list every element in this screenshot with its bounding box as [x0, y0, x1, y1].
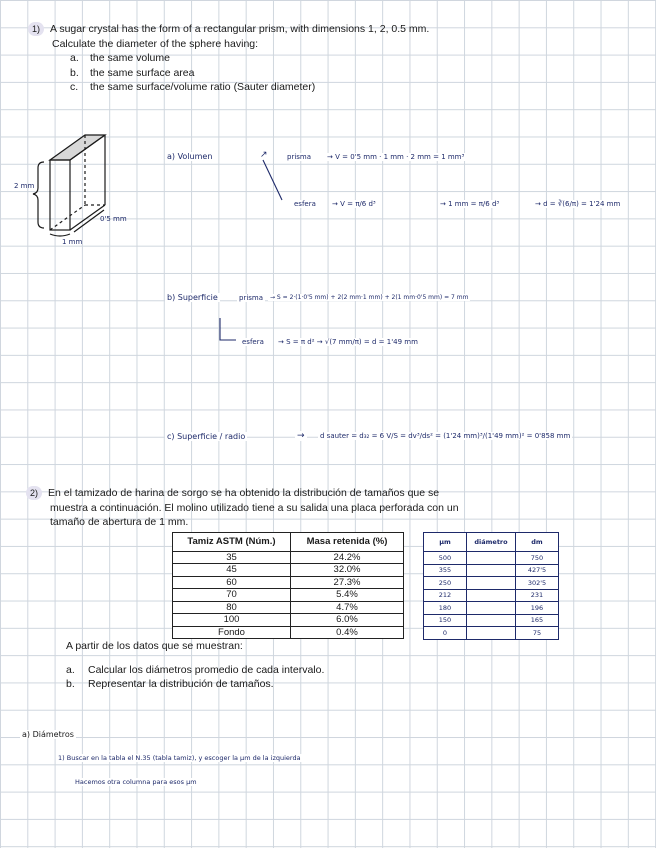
sieve-header-tamiz: Tamiz ASTM (Núm.) — [173, 533, 291, 552]
problem2-after-block — [66, 639, 606, 692]
hand-header-dm: dm — [516, 533, 559, 552]
hand-header-um: μm — [424, 533, 467, 552]
problem2-number: 2) — [26, 486, 42, 500]
solution-a-sphere-formula-1: → V = π/6 d³ — [332, 200, 376, 208]
solution-c-label: c) Superficie / radio — [167, 432, 246, 441]
solution-b-sphere-label: esfera — [242, 338, 264, 346]
solution-a-prism-label: prisma — [287, 153, 312, 161]
solution-a-sphere-formula-2: → 1 mm = π/6 d³ — [440, 200, 500, 208]
problem1-number: 1) — [28, 22, 44, 36]
table-row: 80 4.7% — [173, 601, 404, 614]
table-row: 35 24.2% — [173, 551, 404, 564]
solution-b-sphere-formula: → S = π d² → √(7 mm/π) = d = 1'49 mm — [278, 338, 418, 346]
solution-b-label: b) Superficie — [167, 293, 218, 302]
notes-line1: 1) Buscar en la tabla el N.35 (tabla tamiz), y escoger la μm de la izquierda — [58, 754, 301, 762]
table-row: 45 32.0% — [173, 564, 404, 577]
solution-b-prism-formula: → S = 2·(1·0'5 mm) + 2(2 mm·1 mm) + 2(1 mm·0'5 mm) = 7 mm — [270, 294, 469, 301]
problem2-block — [26, 486, 626, 530]
dim-width-label: 1 mm — [62, 238, 83, 246]
sieve-table — [172, 532, 404, 639]
solution-a-sphere-formula-3: → d = ∛(6/π) = 1'24 mm — [535, 200, 621, 208]
dim-depth-label: 0'5 mm — [100, 215, 127, 223]
table-row: 150 165 — [424, 614, 559, 627]
table-row: 212 231 — [424, 589, 559, 602]
table-row: 0 75 — [424, 627, 559, 640]
table-row: 70 5.4% — [173, 589, 404, 602]
problem1-option-a: a. the same volume — [70, 52, 170, 64]
solution-c-arrow: → — [297, 431, 305, 441]
solution-a-prism-formula: → V = 0'5 mm · 1 mm · 2 mm = 1 mm³ — [327, 153, 465, 161]
table-row: 180 196 — [424, 602, 559, 615]
notes-heading: a) Diámetros — [22, 730, 74, 739]
problem1-line1: 1) A sugar crystal has the form of a rectangular prism, with dimensions 1, 2, 0.5 mm. — [28, 22, 628, 37]
problem2-line1: 2) En el tamizado de harina de sorgo se ha obtenido la distribución de tamaños que se — [26, 486, 626, 501]
table-row: 250 302'5 — [424, 577, 559, 590]
table-row: 60 27.3% — [173, 576, 404, 589]
problem2-option-b: b. Representar la distribución de tamaños. — [66, 678, 274, 690]
problem2-line3: tamaño de abertura de 1 mm. — [50, 516, 189, 528]
dim-height-label: 2 mm — [14, 182, 35, 190]
table-row: 500 750 — [424, 552, 559, 565]
solution-a-label: a) Volumen — [167, 152, 213, 161]
problem2-line2: muestra a continuación. El molino utilizado tiene a su salida una placa perforada con un — [50, 501, 459, 514]
sieve-header-masa: Masa retenida (%) — [291, 533, 404, 552]
hand-header-diametro: diámetro — [467, 533, 516, 552]
table-row: 100 6.0% — [173, 614, 404, 627]
solution-a-sphere-label: esfera — [294, 200, 316, 208]
sieve-table-header — [173, 533, 404, 552]
solution-a-prism-arrow: ↗ — [260, 150, 268, 160]
problem1-option-c: c. the same surface/volume ratio (Sauter diameter) — [70, 81, 316, 93]
handwritten-table — [423, 532, 559, 640]
problem1-line2: Calculate the diameter of the sphere having: — [52, 37, 259, 50]
solution-c-formula: d sauter = d₃₂ = 6 V/S = dv³/ds² = (1'24 mm)³/(1'49 mm)² = 0'858 mm — [320, 432, 571, 440]
notes-line2: Hacemos otra columna para esos μm — [75, 778, 197, 786]
table-row: 355 427'5 — [424, 564, 559, 577]
handwritten-table-header — [424, 533, 559, 552]
solution-b-prism-label: prisma — [239, 294, 264, 302]
problem2-after-text: A partir de los datos que se muestran: — [66, 640, 243, 652]
table-row: Fondo 0.4% — [173, 626, 404, 639]
problem2-option-a: a. Calcular los diámetros promedio de cada intervalo. — [66, 663, 325, 676]
problem1-option-b: b. the same surface area — [70, 66, 195, 79]
